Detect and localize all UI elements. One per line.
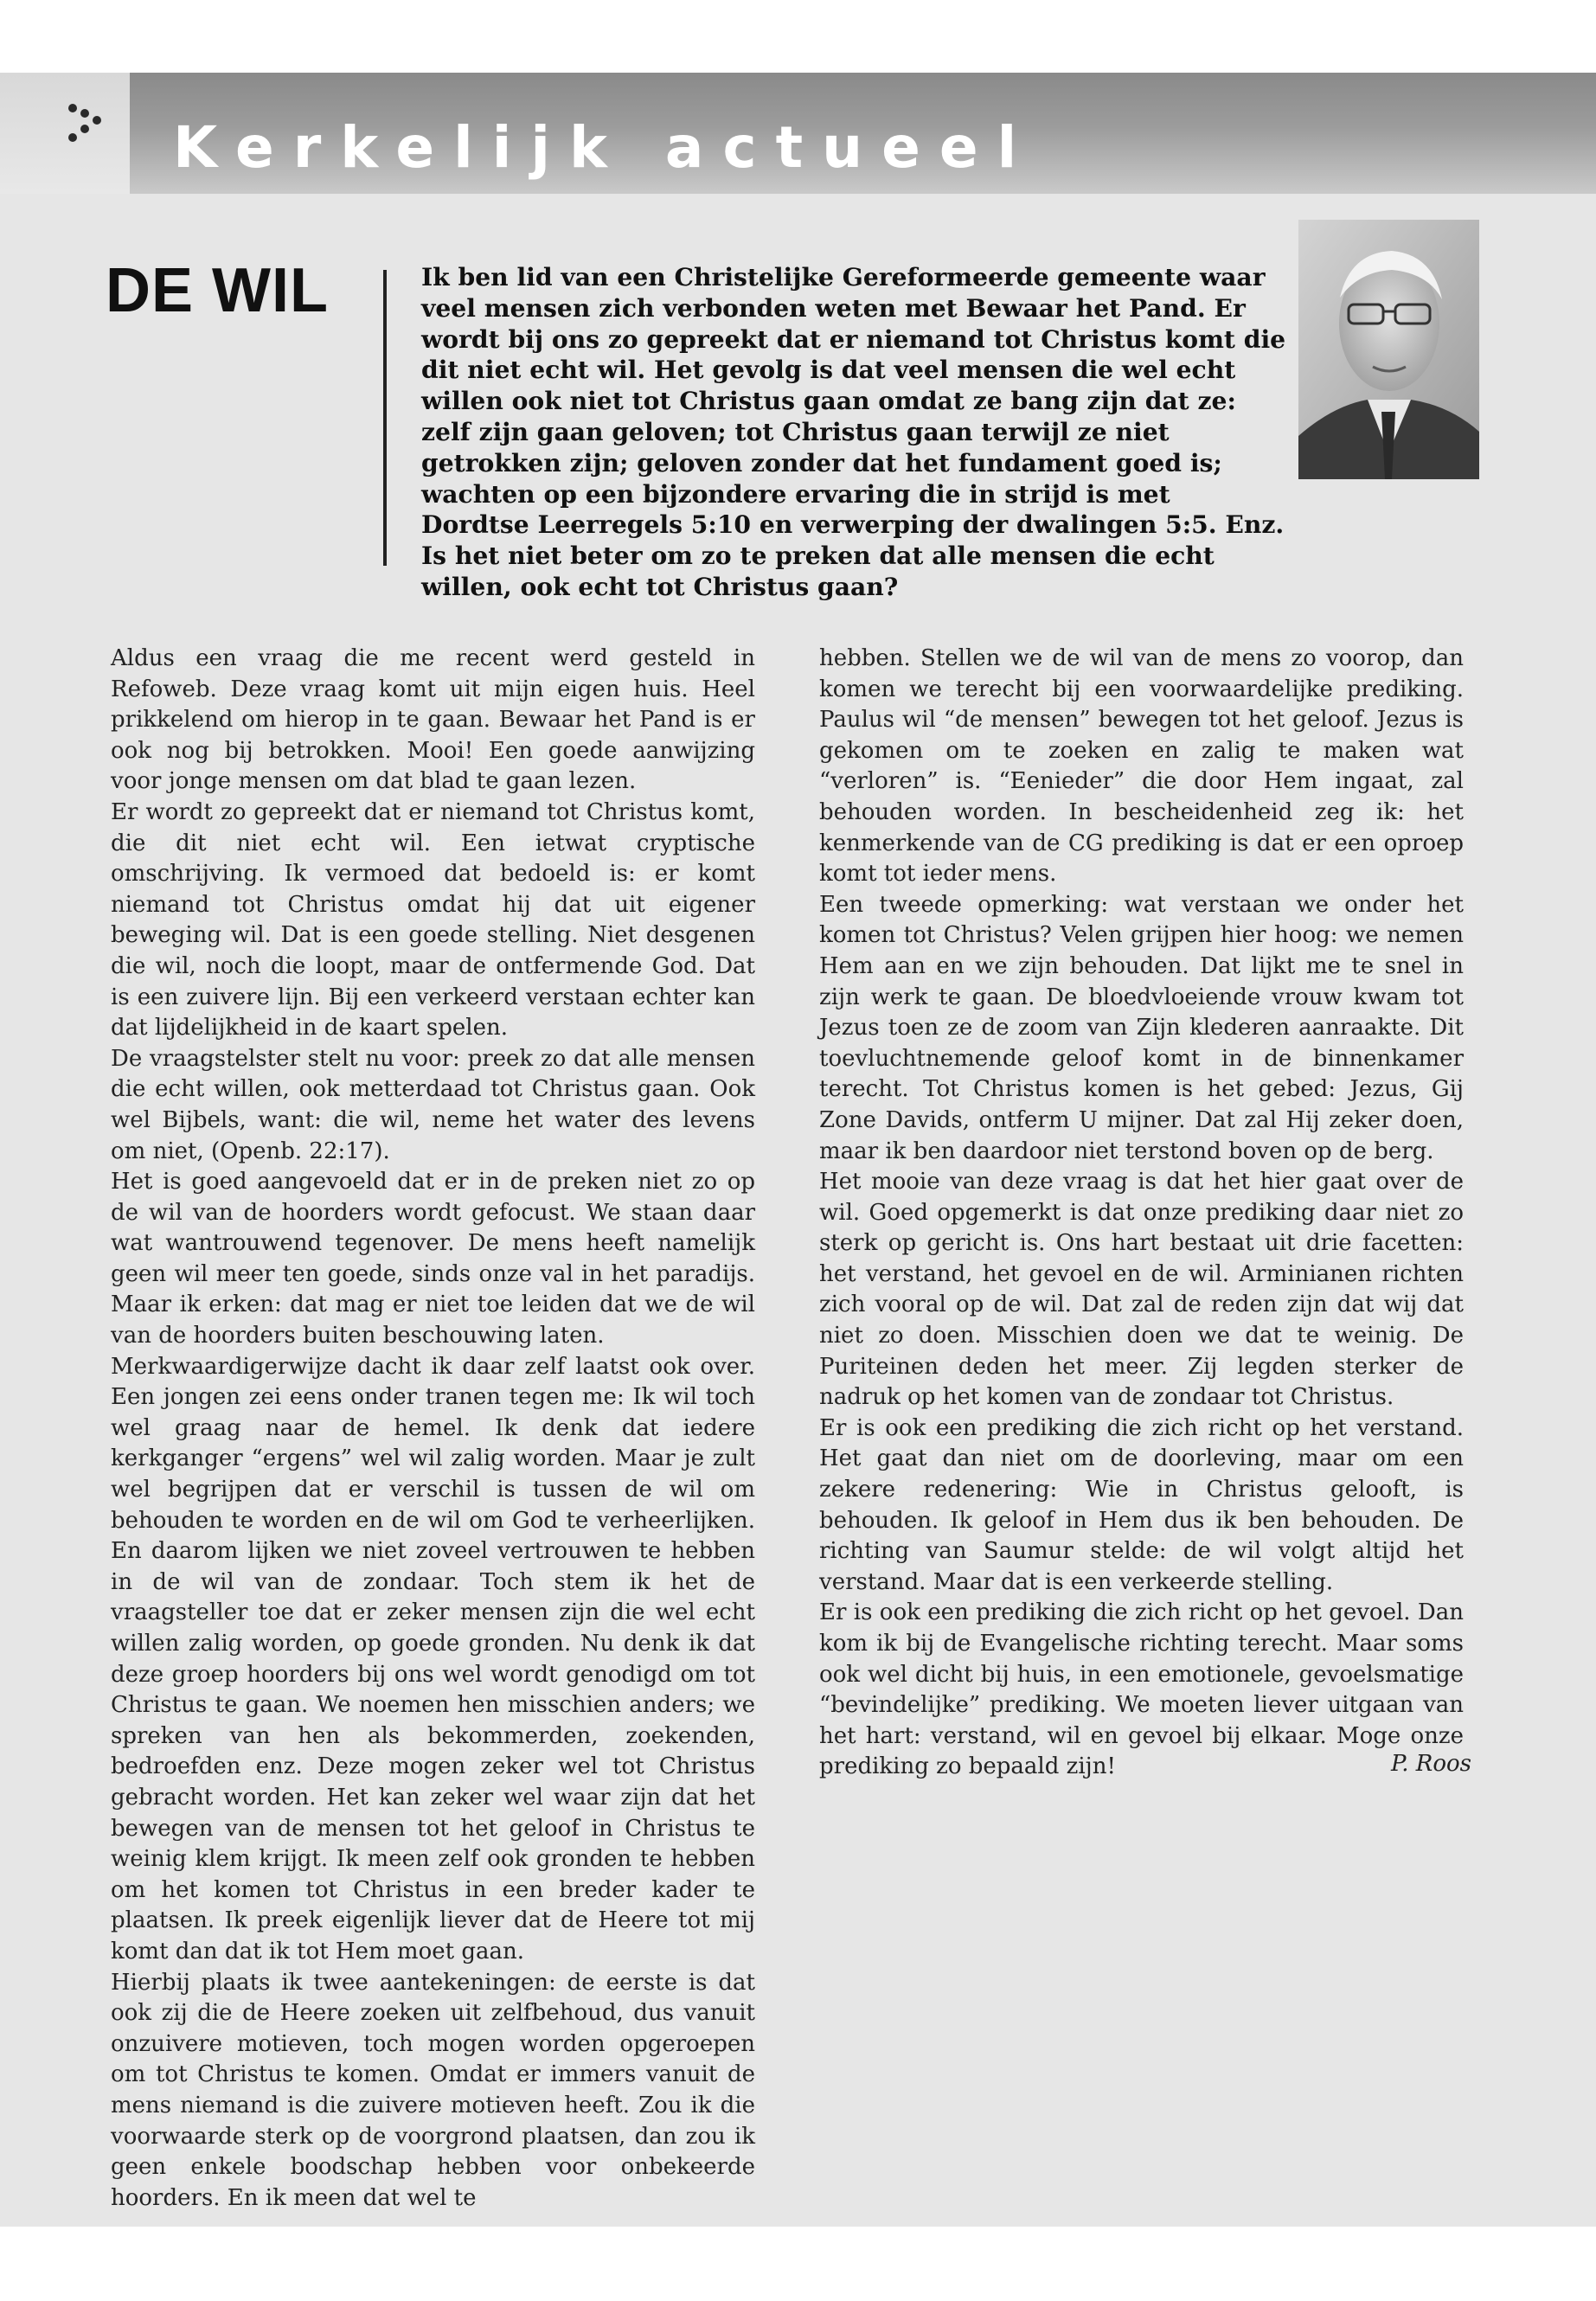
article-column-left bbox=[111, 644, 755, 2214]
body-paragraph: De vraagstelster stelt nu voor: preek zo dat alle mensen die echt willen, ook metterdaad tot Christus gaan. Ook wel Bijbels, want: die wil, neme het water des levens om niet, (Openb. 22:17). bbox=[111, 1045, 755, 1164]
author-portrait bbox=[1298, 220, 1479, 479]
article-title: DE WIL bbox=[106, 256, 329, 325]
body-paragraph: Er is ook een prediking die zich richt op het gevoel. Dan kom ik bij de Evangelische richting terecht. Maar soms ook wel dicht bij huis, in een emotionele, gevoelsmatige “bevindelijke” prediking. We moeten liever uitgaan van het hart: verstand, wil en gevoel bij elkaar. Moge onze prediking zo bepaald zijn! bbox=[819, 1599, 1464, 1780]
body-paragraph: Er wordt zo gepreekt dat er niemand tot Christus komt, die dit niet echt wil. Een ietwat cryptische omschrijving. Ik vermoed dat bedoeld is: er komt niemand tot Christus omdat hij dat uit eigener beweging wil. Dat is een goede stelling. Niet desgenen die wil, noch die loopt, maar de ontfermende God. Dat is een zuivere lijn. Bij een verkeerd verstaan echter kan dat lijdelijkheid in de kaart spelen. bbox=[111, 798, 755, 1042]
body-paragraph: Merkwaardigerwijze dacht ik daar zelf laatst ook over. Een jongen zei eens onder tranen tegen me: Ik wil toch wel graag naar de hemel. Ik denk dat iedere kerkganger “ergens” wel wil zalig worden. Maar je zult wel begrijpen dat er verschil is tussen de wil om behouden te worden en de wil om God te verheerlijken. En daarom lijken we niet zoveel vertrouwen te hebben in de wil van de zondaar. Toch stem ik het de vraagsteller toe dat er zeker mensen zijn die wel echt willen zalig worden, op goede gronden. Nu denk ik dat deze groep hoorders bij ons wel wordt genodigd om tot Christus te gaan. We noemen hen misschien anders; we spreken van hen als bekommerden, zoekenden, bedroefden enz. Deze mogen zeker wel tot Christus gebracht worden. Het kan zeker wel waar zijn dat het bewegen van de mensen tot het geloof in Christus te weinig klem krijgt. Ik meen zelf ook gronden te hebben om het komen tot Christus in een breder kader te plaatsen. Ik preek eigenlijk liever dat de Heere tot mij komt dan dat ik tot Hem moet gaan. bbox=[111, 1353, 755, 1965]
article-intro: Ik ben lid van een Christelijke Gereformeerde gemeente waar veel mensen zich verbonden weten met Bewaar het Pand. Er wordt bij ons zo gepreekt dat er niemand tot Christus komt die dit niet echt wil. Het gevolg is dat veel mensen die wel echt willen ook niet tot Christus gaan omdat ze bang zijn dat ze: zelf zijn gaan geloven; tot Christus gaan terwijl ze niet getrokken zijn; geloven zonder dat het fundament goed is; wachten op een bijzondere ervaring die in strijd is met Dordtse Leerregels 5:10 en verwerping der dwalingen 5:5. Enz. Is het niet beter om zo te preken dat alle mensen die echt willen, ook echt tot Christus gaan? bbox=[421, 263, 1286, 601]
section-title: Kerkelijk actueel bbox=[173, 114, 1036, 181]
title-divider bbox=[383, 270, 387, 566]
author-signature: P. Roos bbox=[1391, 1751, 1471, 1777]
body-paragraph: Het mooie van deze vraag is dat het hier gaat over de wil. Goed opgemerkt is dat onze prediking daar niet zo sterk op gericht is. Ons hart bestaat uit drie facetten: het verstand, het gevoel en de wil. Arminianen richten zich vooral op de wil. Dat zal de reden zijn dat wij dat niet zo doen. Misschien doen we dat te weinig. De Puriteinen deden het meer. Zij legden sterker de nadruk op het komen van de zondaar tot Christus. bbox=[819, 1169, 1464, 1411]
body-paragraph: Een tweede opmerking: wat verstaan we onder het komen tot Christus? Velen grijpen hier hoog: we nemen Hem aan en we zijn behouden. Dat lijkt me te snel in zijn werk te gaan. De bloedvloeiende vrouw kwam tot Jezus toen ze de zoom van Zijn klederen aanraakte. Dit toevluchtnemende geloof komt in de binnenkamer terecht. Tot Christus komen is het gebed: Jezus, Gij Zone Davids, ontferm U mijner. Dat zal Hij zeker doen, maar ik ben daardoor niet terstond boven op de berg. bbox=[819, 891, 1464, 1164]
body-paragraph: Hierbij plaats ik twee aantekeningen: de eerste is dat ook zij die de Heere zoeken uit zelfbehoud, dus vanuit onzuivere motieven, toch mogen worden opgeroepen om tot Christus te komen. Omdat er immers vanuit de mens niemand is die zuivere motieven heeft. Zou ik die voorwaarde sterk op de voorgrond plaatsen, dan zou ik geen enkele boodschap hebben voor onbekeerde hoorders. En ik meen dat wel te bbox=[111, 1969, 755, 2211]
body-paragraph: Het is goed aangevoeld dat er in de preken niet zo op de wil van de hoorders wordt gefocust. We staan daar wat wantrouwend tegenover. De mens heeft namelijk geen wil meer ten goede, sinds onze val in het paradijs. Maar ik erken: dat mag er niet toe leiden dat we de wil van de hoorders buiten beschouwing laten. bbox=[111, 1169, 755, 1349]
body-paragraph: hebben. Stellen we de wil van de mens zo voorop, dan komen we terecht bij een voorwaardelijke prediking. Paulus wil “de mensen” bewegen tot het geloof. Jezus is gekomen om te zoeken en zalig te maken wat “verloren” is. “Eenieder” die door Hem ingaat, zal behouden worden. In bescheidenheid zeg ik: het kenmerkende van de CG prediking is dat er een oproep komt tot ieder mens. bbox=[819, 645, 1464, 888]
dots-bullet-icon bbox=[67, 101, 111, 153]
body-paragraph: Aldus een vraag die me recent werd gesteld in Refoweb. Deze vraag komt uit mijn eigen huis. Heel prikkelend om hierop in te gaan. Bewaar het Pand is er ook nog bij betrokken. Mooi! Een goede aanwijzing voor jonge mensen om dat blad te gaan lezen. bbox=[111, 645, 755, 795]
body-paragraph: Er is ook een prediking die zich richt op het verstand. Het gaat dan niet om de doorleving, maar om een zekere redenering: Wie in Christus gelooft, is behouden. Ik geloof in Hem dus ik ben behouden. De richting van Saumur stelde: de wil volgt altijd het verstand. Maar dat is een verkeerde stelling. bbox=[819, 1414, 1464, 1595]
article-column-right bbox=[819, 644, 1464, 1783]
